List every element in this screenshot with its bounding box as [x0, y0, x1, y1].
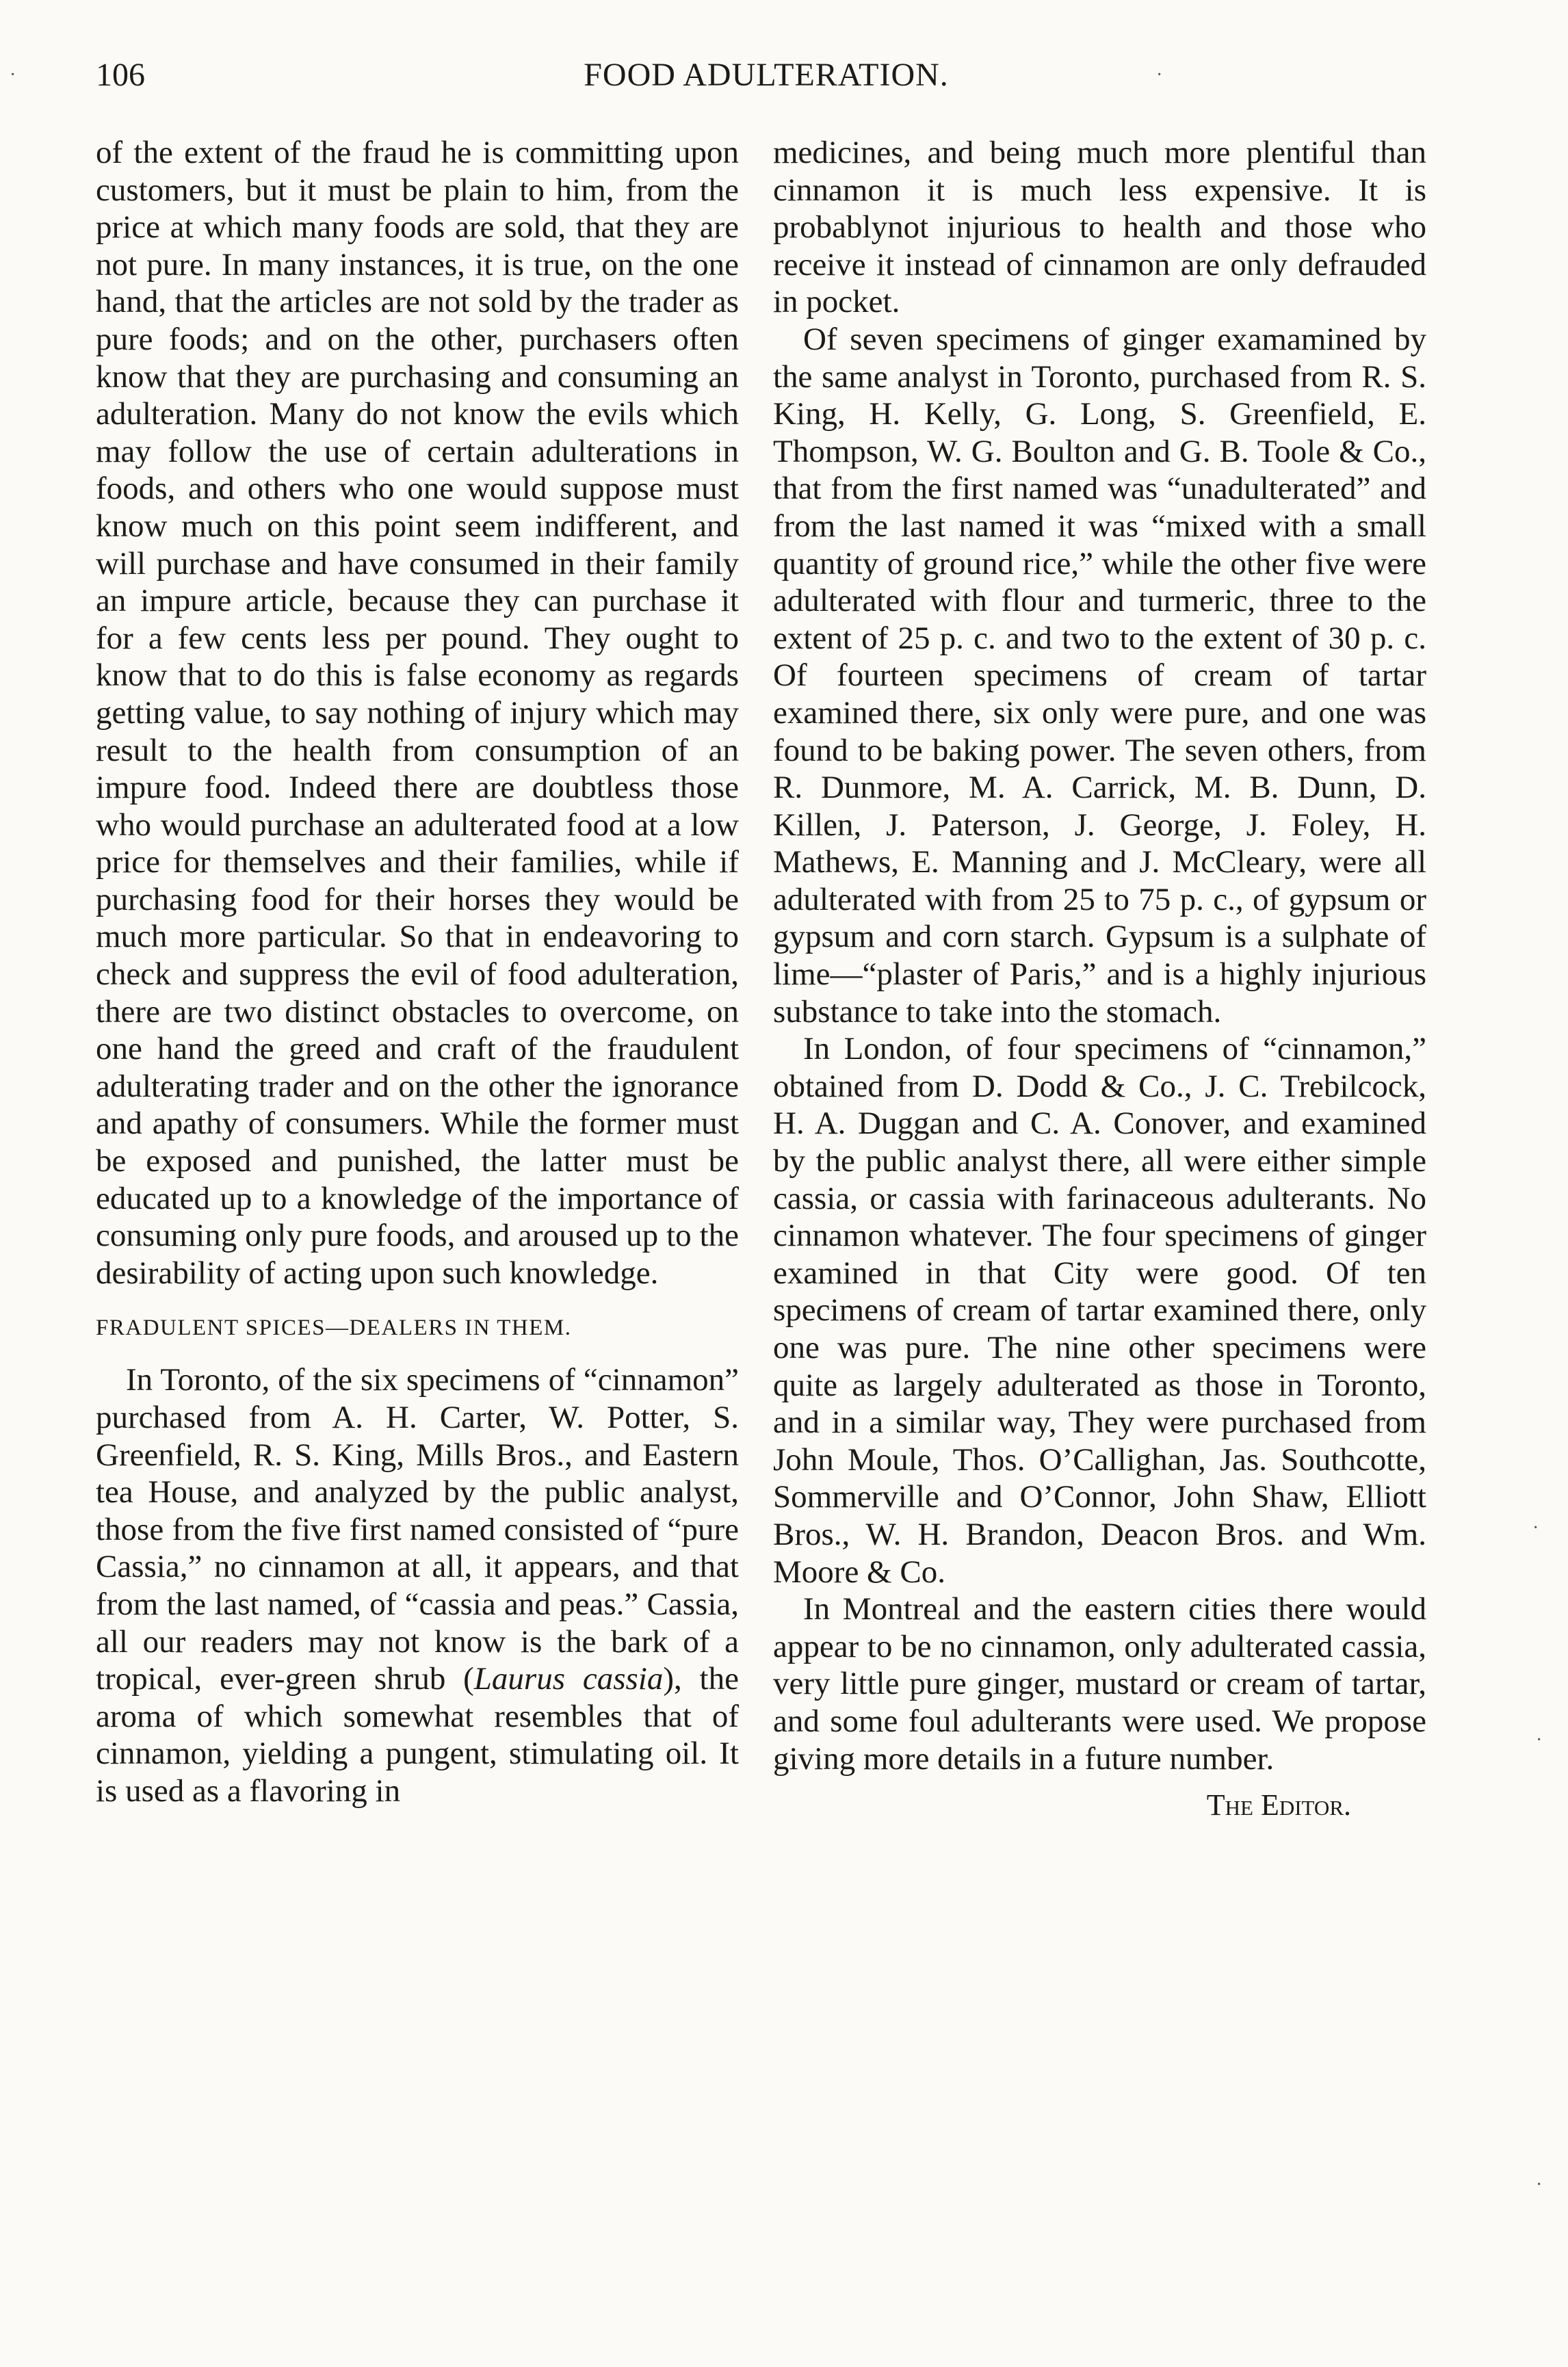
- scan-speck: ·: [1532, 1517, 1539, 1539]
- scan-speck: ·: [1156, 64, 1163, 86]
- scan-speck: ·: [1536, 2174, 1543, 2195]
- left-paragraph-2: [96, 1361, 739, 1809]
- left-paragraph-2-text-a: In Toronto, of the six specimens of “cinnamon” purchased from A. H. Carter, W. Potter, S. Greenfield, R. S. King, Mills Bros., and Eastern tea House, and analyzed by the public analyst, those from the five first named consisted of “pure Cassia,” no cinnamon at all, it appears, and that from the last named, of “cassia and peas.” Cassia, all our readers may not know is the bark of a tropical, ever-green shrub (: [96, 1362, 739, 1697]
- editor-signature: The Editor.: [1206, 1788, 1351, 1822]
- right-column: [773, 134, 1426, 1824]
- right-paragraph-1: medicines, and being much more plentiful than cinnamon it is much less expensive. It is probablynot injurious to health and those who receive it instead of cinnamon are only defrauded in pocket.: [773, 135, 1426, 320]
- left-column: [96, 134, 739, 1810]
- right-paragraph-2: Of seven specimens of ginger examamined by the same analyst in Toronto, purchased from R. S. King, H. Kelly, G. Long, S. Greenfield, E. Thompson, W. G. Boulton and G. B. Toole & Co., that from the first named was “unadulterated” and from the last named it was “mixed with a small quantity of ground rice,” while the other five were adulterated with flour and turmeric, three to the extent of 25 p. c. and two to the extent of 30 p. c. Of fourteen specimens of cream of tartar examined there, six only were pure, and one was found to be baking power. The seven others, from R. Dunmore, M. A. Carrick, M. B. Dunn, D. Killen, J. Paterson, J. George, J. Foley, H. Mathews, E. Manning and J. McCleary, were all adulterated with from 25 to 75 p. c., of gypsum or gypsum and corn starch. Gypsum is a sulphate of lime—“plaster of Paris,” and is a highly injurious substance to take into the stomach.: [773, 321, 1426, 1030]
- left-paragraph-1: of the extent of the fraud he is committing upon customers, but it must be plain to him, from the price at which many foods are sold, that they are not pure. In many instances, it is true, on the one hand, that the articles are not sold by the trader as pure foods; and on the other, purchasers often know that they are purchasing and consuming an adulteration. Many do not know the evils which may follow the use of certain adulterations in foods, and others who one would suppose must know much on this point seem indifferent, and will purchase and have consumed in their family an impure article, because they can purchase it for a few cents less per pound. They ought to know that to do this is false economy as regards getting value, to say nothing of injury which may result to the health from consumption of an impure food. Indeed there are doubtless those who would purchase an adulterated food at a low price for themselves and their families, while if purchasing food for their horses they would be much more particular. So that in endeavoring to check and suppress the evil of food adulteration, there are two distinct obstacles to overcome, on one hand the greed and craft of the fraudulent adulterating trader and on the other the ignorance and apathy of consumers. While the former must be exposed and punished, the latter must be educated up to a knowledge of the importance of consuming only pure foods, and aroused up to the desirability of acting upon such knowledge.: [96, 135, 739, 1291]
- scan-speck: ·: [10, 64, 16, 86]
- page-number: 106: [96, 57, 145, 93]
- right-paragraph-3: In London, of four specimens of “cinnamon,” obtained from D. Dodd & Co., J. C. Trebilcock, H. A. Duggan and C. A. Conover, and examined by the public analyst there, all were either simple cassia, or cassia with farinaceous adulterants. No cinnamon whatever. The four specimens of ginger examined in that City were good. Of ten specimens of cream of tartar examined there, only one was pure. The nine other specimens were quite as largely adulterated as those in Toronto, and in a similar way, They were purchased from John Moule, Thos. O’Callighan, Jas. Southcotte, Sommerville and O’Connor, John Shaw, Elliott Bros., W. H. Brandon, Deacon Bros. and Wm. Moore & Co.: [773, 1031, 1426, 1590]
- page-header: [96, 48, 1437, 109]
- left-paragraph-2-text-b: ), the aroma of which somewhat resembles that of cinnamon, yielding a pungent, stimulating oil. It is used as a flavoring in: [96, 1661, 739, 1809]
- left-paragraph-2-italic: Laurus cassia: [473, 1661, 664, 1697]
- right-paragraph-4: In Montreal and the eastern cities there would appear to be no cinnamon, only adulterated cassia, very little pure ginger, mustard or cream of tartar, and some foul adulterants were used. We propose giving more details in a future number.: [773, 1591, 1426, 1777]
- section-heading: FRADULENT SPICES—DEALERS IN THEM.: [96, 1316, 572, 1341]
- running-title: FOOD ADULTERATION.: [584, 57, 949, 93]
- scan-speck: ·: [1536, 1729, 1543, 1751]
